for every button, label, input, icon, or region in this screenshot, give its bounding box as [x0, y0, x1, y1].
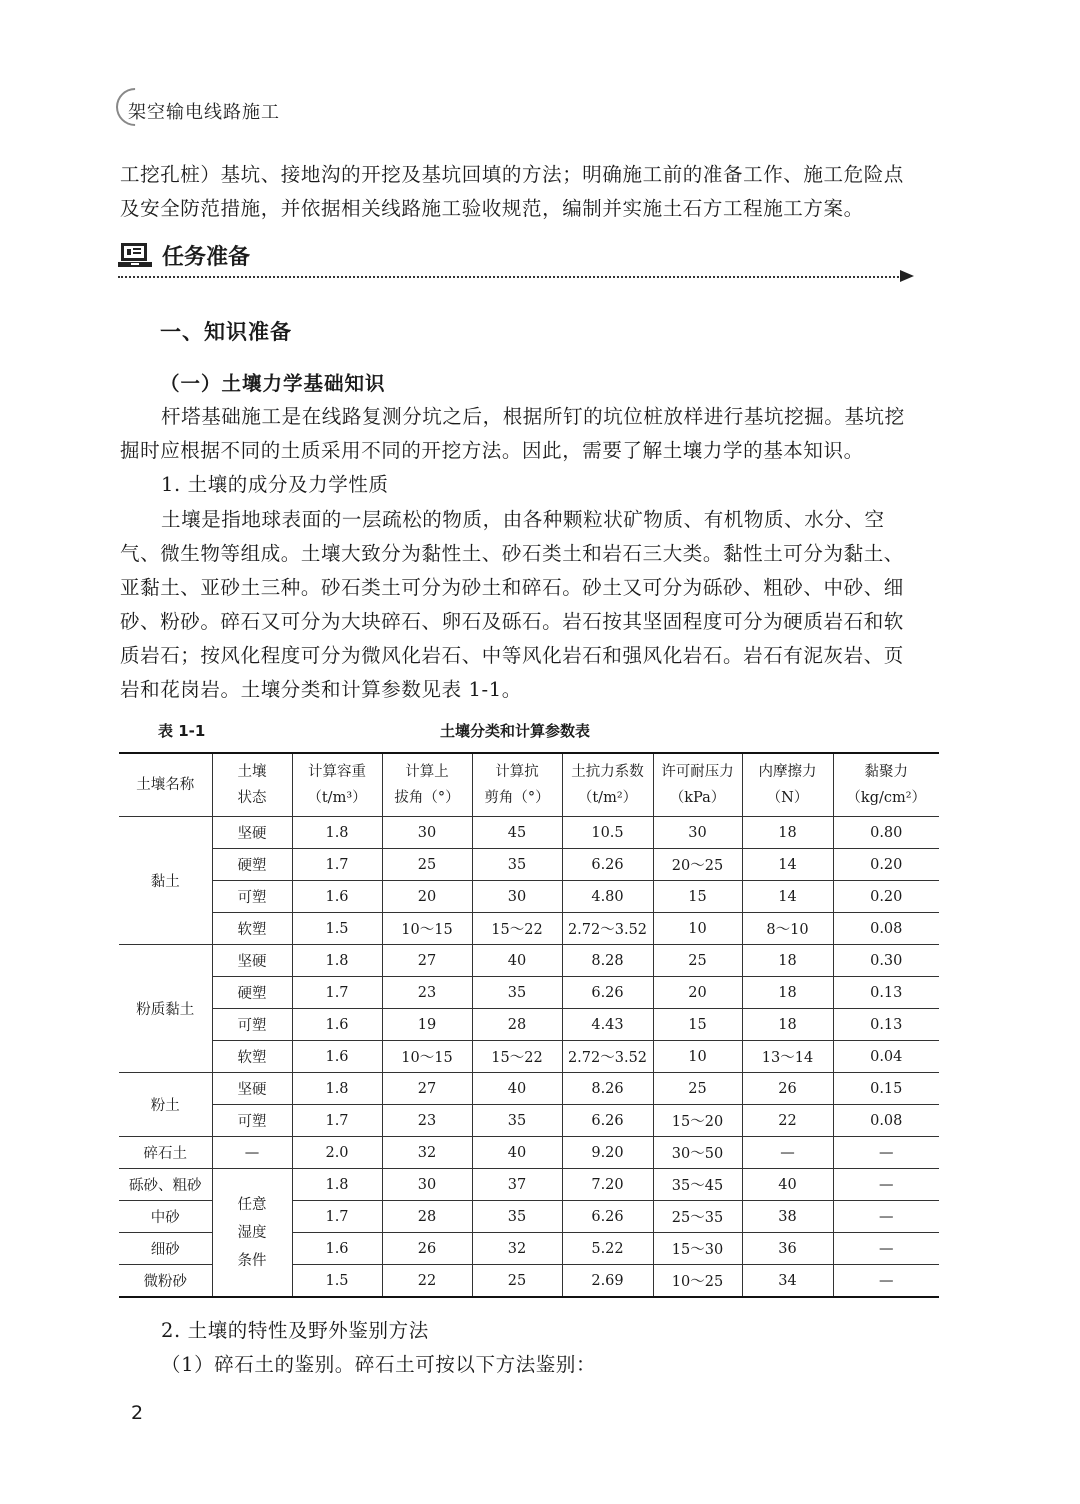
- table-cell: 4.43: [562, 1009, 653, 1041]
- table-cell: —: [833, 1265, 939, 1298]
- subheading-soil-composition: 1. 土壤的成分及力学性质: [161, 473, 389, 496]
- heading-knowledge-prep: 一、知识准备: [160, 320, 292, 344]
- table-cell: 35: [472, 1201, 562, 1233]
- header-cell: 土抗力系数 （t/m²）: [562, 753, 653, 817]
- table-cell: 黏土: [119, 817, 212, 945]
- table-cell: 15: [653, 881, 742, 913]
- table-cell: 20～25: [653, 849, 742, 881]
- table-cell: 35: [472, 977, 562, 1009]
- page-number: 2: [131, 1402, 144, 1424]
- table-row: [119, 977, 939, 1009]
- table-cell: 30: [653, 817, 742, 849]
- table-cell: 19: [382, 1009, 472, 1041]
- table-cell: 27: [382, 1073, 472, 1105]
- table-cell: 4.80: [562, 881, 653, 913]
- table-cell: 0.13: [833, 1009, 939, 1041]
- table-cell: 38: [742, 1201, 833, 1233]
- table-cell: 22: [382, 1265, 472, 1298]
- section-divider: [118, 276, 902, 278]
- state-line: 湿度: [237, 1224, 267, 1241]
- arrow-right-icon: [900, 270, 914, 282]
- table-cell: 40: [472, 1137, 562, 1169]
- table-row: [119, 1073, 939, 1105]
- table-cell: 硬塑: [212, 849, 292, 881]
- table-cell: 15～22: [472, 913, 562, 945]
- text-line: 砂、粉砂。碎石又可分为大块碎石、卵石及砾石。岩石按其坚固程度可分为硬质岩石和软: [120, 610, 904, 633]
- header-cell: 许可耐压力 （kPa）: [653, 753, 742, 817]
- table-cell: 0.80: [833, 817, 939, 849]
- table-row: [119, 1169, 939, 1201]
- table-cell: 粉质黏土: [119, 945, 212, 1073]
- table-cell: 25: [653, 1073, 742, 1105]
- text-line: 质岩石；按风化程度可分为微风化岩石、中等风化岩石和强风化岩石。岩石有泥灰岩、页: [120, 644, 904, 667]
- table-cell: 7.20: [562, 1169, 653, 1201]
- table-cell: 2.69: [562, 1265, 653, 1298]
- table-row: [119, 849, 939, 881]
- text-line: 气、微生物等组成。土壤大致分为黏性土、砂石类土和岩石三大类。黏性土可分为黏土、: [120, 542, 904, 565]
- table-cell: 14: [742, 881, 833, 913]
- table-cell: 25: [472, 1265, 562, 1298]
- table-cell: 40: [472, 1073, 562, 1105]
- table-cell: 可塑: [212, 881, 292, 913]
- table-cell: 15～30: [653, 1233, 742, 1265]
- table-row: [119, 1009, 939, 1041]
- section-title-text: 任务准备: [162, 245, 251, 270]
- table-cell: 硬塑: [212, 977, 292, 1009]
- text-line: 岩和花岗岩。土壤分类和计算参数见表 1-1。: [120, 678, 522, 701]
- table-cell: 40: [742, 1169, 833, 1201]
- table-cell: 1.7: [292, 977, 382, 1009]
- table-cell: 15～22: [472, 1041, 562, 1073]
- table-cell: 6.26: [562, 1105, 653, 1137]
- laptop-book-icon: [118, 241, 152, 271]
- table-cell: 14: [742, 849, 833, 881]
- table-cell: 30: [472, 881, 562, 913]
- table-cell: 1.7: [292, 849, 382, 881]
- table-cell: —: [833, 1137, 939, 1169]
- state-line: 任意: [237, 1196, 267, 1213]
- table-cell: 25: [382, 849, 472, 881]
- table-cell: 碎石土: [119, 1137, 212, 1169]
- table-cell: 坚硬: [212, 945, 292, 977]
- table-cell: 6.26: [562, 977, 653, 1009]
- header-cell: 黏聚力 （kg/cm²）: [833, 753, 939, 817]
- table-cell: 10～15: [382, 913, 472, 945]
- table-cell: 30～50: [653, 1137, 742, 1169]
- table-cell: 30: [382, 817, 472, 849]
- table-row: [119, 1105, 939, 1137]
- table-cell: 28: [382, 1201, 472, 1233]
- table-cell: 1.6: [292, 1009, 382, 1041]
- table-cell: 砾砂、粗砂: [119, 1169, 212, 1201]
- table-cell: —: [742, 1137, 833, 1169]
- paragraph-gravel-identification: （1）碎石土的鉴别。碎石土可按以下方法鉴别：: [161, 1353, 597, 1376]
- table-cell: 13～14: [742, 1041, 833, 1073]
- table-cell: 10: [653, 1041, 742, 1073]
- table-row: [119, 817, 939, 849]
- intro-paragraph: [120, 158, 942, 226]
- paragraph-soil-description: [120, 503, 942, 707]
- table-cell: 可塑: [212, 1009, 292, 1041]
- table-cell: 2.72～3.52: [562, 913, 653, 945]
- table-body: [119, 817, 939, 1298]
- header-cell: 计算上 拔角（°）: [382, 753, 472, 817]
- table-cell: 0.13: [833, 977, 939, 1009]
- table-cell: 35～45: [653, 1169, 742, 1201]
- table-row: [119, 945, 939, 977]
- table-cell: 10: [653, 913, 742, 945]
- table-cell: 1.7: [292, 1201, 382, 1233]
- table-number: 表 1-1: [158, 722, 206, 740]
- text-line: 杆塔基础施工是在线路复测分坑之后，根据所钉的坑位桩放样进行基坑挖掘。基坑挖: [161, 405, 905, 428]
- table-cell: 8.28: [562, 945, 653, 977]
- table-cell: 8～10: [742, 913, 833, 945]
- table-cell: 0.08: [833, 1105, 939, 1137]
- table-cell: 0.08: [833, 913, 939, 945]
- table-cell: 28: [472, 1009, 562, 1041]
- table-cell: 26: [382, 1233, 472, 1265]
- table-cell: 0.04: [833, 1041, 939, 1073]
- text-line: 及安全防范措施，并依据相关线路施工验收规范，编制并实施土石方工程施工方案。: [120, 197, 864, 220]
- table-cell: 30: [382, 1169, 472, 1201]
- running-header: 架空输电线路施工: [128, 102, 280, 123]
- header-cell: 土壤 状态: [212, 753, 292, 817]
- table-cell: 23: [382, 977, 472, 1009]
- table-cell: 36: [742, 1233, 833, 1265]
- table-cell: 18: [742, 945, 833, 977]
- table-cell: 15～20: [653, 1105, 742, 1137]
- section-title: [118, 240, 250, 271]
- table-cell: 34: [742, 1265, 833, 1298]
- table-cell: 0.20: [833, 881, 939, 913]
- table-cell: 10～15: [382, 1041, 472, 1073]
- table-cell: 1.8: [292, 1169, 382, 1201]
- header-cell: 土壤名称: [119, 753, 212, 817]
- table-cell: 1.8: [292, 945, 382, 977]
- text-line: 土壤是指地球表面的一层疏松的物质，由各种颗粒状矿物质、有机物质、水分、空: [161, 508, 885, 531]
- table-cell: 6.26: [562, 849, 653, 881]
- table-cell: 1.6: [292, 881, 382, 913]
- table-caption: 土壤分类和计算参数表: [440, 722, 591, 740]
- table-cell: 32: [382, 1137, 472, 1169]
- heading-soil-mechanics: （一）土壤力学基础知识: [160, 372, 386, 395]
- table-cell: —: [833, 1233, 939, 1265]
- table-cell: 1.5: [292, 1265, 382, 1298]
- table-cell: 0.15: [833, 1073, 939, 1105]
- soil-parameters-table: [119, 752, 939, 1298]
- table-cell: 25: [653, 945, 742, 977]
- table-cell: 35: [472, 849, 562, 881]
- table-cell: 35: [472, 1105, 562, 1137]
- table-row: [119, 1137, 939, 1169]
- table-row: [119, 1041, 939, 1073]
- table-cell: 中砂: [119, 1201, 212, 1233]
- table-cell: 1.8: [292, 817, 382, 849]
- table-cell: 软塑: [212, 1041, 292, 1073]
- table-cell: 26: [742, 1073, 833, 1105]
- text-line: 掘时应根据不同的土质采用不同的开挖方法。因此，需要了解土壤力学的基本知识。: [120, 439, 864, 462]
- text-line: 亚黏土、亚砂土三种。砂石类土可分为砂土和碎石。砂土又可分为砾砂、粗砂、中砂、细: [120, 576, 904, 599]
- table-cell: —: [833, 1201, 939, 1233]
- table-cell: 细砂: [119, 1233, 212, 1265]
- table-cell: 10～25: [653, 1265, 742, 1298]
- table-cell: 37: [472, 1169, 562, 1201]
- table-cell: 坚硬: [212, 817, 292, 849]
- text-line: 工挖孔桩）基坑、接地沟的开挖及基坑回填的方法；明确施工前的准备工作、施工危险点: [120, 163, 904, 186]
- table-cell: 18: [742, 977, 833, 1009]
- table-cell: 25～35: [653, 1201, 742, 1233]
- table-cell: 软塑: [212, 913, 292, 945]
- table-cell: 23: [382, 1105, 472, 1137]
- table-cell: 20: [382, 881, 472, 913]
- table-cell: 1.6: [292, 1233, 382, 1265]
- table-cell: 18: [742, 817, 833, 849]
- table-cell: 坚硬: [212, 1073, 292, 1105]
- table-cell: 20: [653, 977, 742, 1009]
- table-cell: 0.20: [833, 849, 939, 881]
- table-cell: 18: [742, 1009, 833, 1041]
- table-row: [119, 881, 939, 913]
- table-cell: 45: [472, 817, 562, 849]
- table-cell: 5.22: [562, 1233, 653, 1265]
- table-cell: 1.7: [292, 1105, 382, 1137]
- table-cell: 1.5: [292, 913, 382, 945]
- paragraph-foundation: [120, 400, 942, 468]
- state-line: 条件: [237, 1252, 267, 1269]
- table-header-row: [119, 753, 939, 817]
- table-cell: 2.0: [292, 1137, 382, 1169]
- header-cell: 计算容重 （t/m³）: [292, 753, 382, 817]
- header-cell: 计算抗 剪角（°）: [472, 753, 562, 817]
- table-cell: 10.5: [562, 817, 653, 849]
- table-row: [119, 913, 939, 945]
- table-cell: 粉土: [119, 1073, 212, 1137]
- table-cell: 1.8: [292, 1073, 382, 1105]
- subheading-soil-identification: 2. 土壤的特性及野外鉴别方法: [161, 1319, 429, 1342]
- table-cell: 2.72～3.52: [562, 1041, 653, 1073]
- header-cell: 内摩擦力 （N）: [742, 753, 833, 817]
- table-cell-state-any: [212, 1169, 292, 1298]
- table-cell: 微粉砂: [119, 1265, 212, 1298]
- table-cell: 9.20: [562, 1137, 653, 1169]
- table-cell: 15: [653, 1009, 742, 1041]
- table-cell: 8.26: [562, 1073, 653, 1105]
- table-cell: —: [212, 1137, 292, 1169]
- table-cell: 40: [472, 945, 562, 977]
- table-cell: —: [833, 1169, 939, 1201]
- table-cell: 22: [742, 1105, 833, 1137]
- table-cell: 6.26: [562, 1201, 653, 1233]
- table-cell: 可塑: [212, 1105, 292, 1137]
- table-cell: 32: [472, 1233, 562, 1265]
- table-cell: 27: [382, 945, 472, 977]
- table-cell: 1.6: [292, 1041, 382, 1073]
- table-cell: 0.30: [833, 945, 939, 977]
